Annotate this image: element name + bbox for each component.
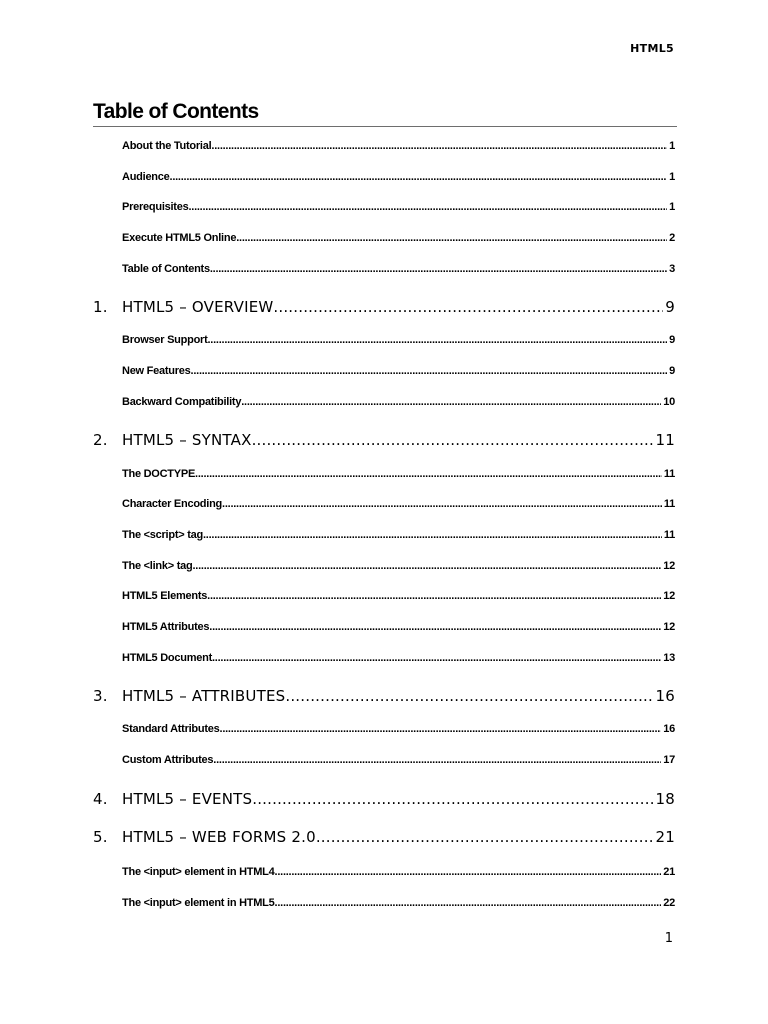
toc-entry-label: HTML5 Document — [122, 652, 212, 664]
toc-page-number: 21 — [663, 866, 675, 878]
toc-dot-leader — [275, 897, 662, 909]
toc-section-entry[interactable] — [122, 754, 675, 766]
toc-page-number: 11 — [663, 468, 675, 480]
toc-section-entry[interactable] — [122, 723, 675, 735]
toc-section-entry[interactable] — [122, 140, 675, 152]
toc-entry-label: New Features — [122, 365, 191, 377]
toc-dot-leader — [210, 263, 667, 275]
toc-page-number: 13 — [663, 652, 675, 664]
toc-entry-label: Custom Attributes — [122, 754, 214, 766]
toc-section-entry[interactable] — [122, 498, 675, 510]
toc-entry-label: Character Encoding — [122, 498, 223, 510]
toc-dot-leader — [252, 790, 653, 808]
toc-entry-label: The <link> tag — [122, 560, 193, 572]
toc-entry-label: Audience — [122, 171, 170, 183]
toc-chapter-entry[interactable] — [93, 828, 675, 846]
toc-dot-leader — [207, 590, 661, 602]
page-title: Table of Contents — [93, 100, 677, 127]
toc-page-number: 1 — [669, 201, 675, 213]
toc-chapter-entry[interactable] — [93, 431, 675, 449]
toc-dot-leader — [220, 723, 662, 735]
toc-page-number: 9 — [669, 365, 675, 377]
toc-chapter-entry[interactable] — [93, 687, 675, 705]
toc-entry-label: The <script> tag — [122, 529, 203, 541]
toc-section-entry[interactable] — [122, 560, 675, 572]
toc-entry-label: About the Tutorial — [122, 140, 212, 152]
running-header: HTML5 — [630, 42, 674, 55]
toc-page-number: 16 — [655, 687, 675, 705]
toc-section-entry[interactable] — [122, 897, 675, 909]
toc-page-number: 18 — [655, 790, 675, 808]
toc-dot-leader — [285, 687, 653, 705]
toc-section-entry[interactable] — [122, 396, 675, 408]
toc-page-number: 10 — [663, 396, 675, 408]
toc-page-number: 21 — [655, 828, 675, 846]
toc-entry-label: HTML5 Attributes — [122, 621, 210, 633]
toc-chapter-number: 4. — [93, 790, 108, 808]
toc-page-number: 9 — [669, 334, 675, 346]
toc-dot-leader — [195, 468, 662, 480]
toc-dot-leader — [275, 866, 662, 878]
toc-entry-label: Standard Attributes — [122, 723, 220, 735]
toc-dot-leader — [236, 232, 667, 244]
toc-section-entry[interactable] — [122, 529, 675, 541]
toc-page-number: 9 — [665, 298, 675, 316]
toc-dot-leader — [211, 140, 667, 152]
toc-section-entry[interactable] — [122, 365, 675, 377]
toc-entry-label: HTML5 – SYNTAX — [122, 431, 252, 449]
toc-entry-label: The <input> element in HTML5 — [122, 897, 275, 909]
toc-entry-label: HTML5 – OVERVIEW — [122, 298, 274, 316]
toc-dot-leader — [170, 171, 668, 183]
toc-entry-label: HTML5 – EVENTS — [122, 790, 253, 808]
toc-dot-leader — [191, 365, 668, 377]
toc-entry-label: Prerequisites — [122, 201, 189, 213]
toc-entry-label: Browser Support — [122, 334, 208, 346]
toc-entry-label: HTML5 – ATTRIBUTES — [122, 687, 286, 705]
toc-section-entry[interactable] — [122, 652, 675, 664]
toc-page-number: 16 — [663, 723, 675, 735]
toc-section-entry[interactable] — [122, 621, 675, 633]
toc-section-entry[interactable] — [122, 232, 675, 244]
toc-chapter-number: 3. — [93, 687, 108, 705]
toc-dot-leader — [273, 298, 663, 316]
toc-entry-label: HTML5 Elements — [122, 590, 208, 602]
toc-page-number: 3 — [669, 263, 675, 275]
toc-section-entry[interactable] — [122, 590, 675, 602]
toc-dot-leader — [188, 201, 667, 213]
toc-page-number: 12 — [663, 621, 675, 633]
toc-entry-label: The <input> element in HTML4 — [122, 866, 275, 878]
toc-chapter-entry[interactable] — [93, 790, 675, 808]
toc-page-number: 1 — [669, 140, 675, 152]
toc-section-entry[interactable] — [122, 468, 675, 480]
toc-page-number: 11 — [655, 431, 675, 449]
toc-chapter-entry[interactable] — [93, 298, 675, 316]
toc-dot-leader — [316, 828, 654, 846]
toc-page-number: 11 — [663, 498, 675, 510]
toc-chapter-number: 1. — [93, 298, 108, 316]
toc-dot-leader — [213, 754, 661, 766]
toc-entry-label: Table of Contents — [122, 263, 210, 275]
toc-section-entry[interactable] — [122, 334, 675, 346]
toc-dot-leader — [192, 560, 661, 572]
toc-dot-leader — [252, 431, 654, 449]
toc-page-number: 17 — [663, 754, 675, 766]
toc-section-entry[interactable] — [122, 866, 675, 878]
toc-entry-label: Backward Compatibility — [122, 396, 242, 408]
toc-dot-leader — [241, 396, 661, 408]
toc-entry-label: The DOCTYPE — [122, 468, 196, 480]
toc-section-entry[interactable] — [122, 263, 675, 275]
toc-section-entry[interactable] — [122, 171, 675, 183]
toc-entry-label: Execute HTML5 Online — [122, 232, 237, 244]
toc-dot-leader — [222, 498, 662, 510]
toc-chapter-number: 2. — [93, 431, 108, 449]
toc-page-number: 11 — [663, 529, 675, 541]
toc-page-number: 22 — [663, 897, 675, 909]
toc-dot-leader — [209, 621, 661, 633]
toc-dot-leader — [212, 652, 661, 664]
toc-section-entry[interactable] — [122, 201, 675, 213]
toc-entry-label: HTML5 – WEB FORMS 2.0 — [122, 828, 316, 846]
toc-chapter-number: 5. — [93, 828, 108, 846]
toc-page-number: 1 — [669, 171, 675, 183]
toc-dot-leader — [207, 334, 667, 346]
toc-page-number: 2 — [669, 232, 675, 244]
toc-page-number: 12 — [663, 590, 675, 602]
toc-dot-leader — [203, 529, 662, 541]
toc-page-number: 12 — [663, 560, 675, 572]
page-number: 1 — [664, 931, 673, 946]
